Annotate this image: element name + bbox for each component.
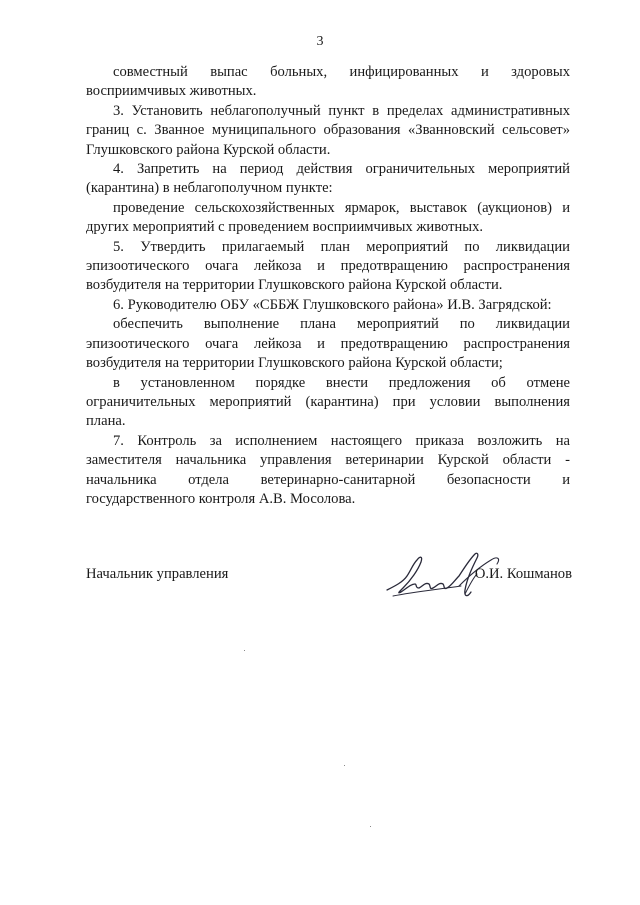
- page-number: 3: [316, 34, 324, 49]
- scan-speck: [244, 650, 245, 651]
- text-line: обеспечить выполнение плана мероприятий по ликвидации: [113, 316, 570, 333]
- signatory-name: О.И. Кошманов: [474, 566, 572, 582]
- paragraph-p7: [86, 432, 570, 510]
- text-line: совместный выпас больных, инфицированных и здоровых: [113, 64, 570, 80]
- paragraph-p4a: [86, 199, 570, 238]
- paragraph-p5: [86, 238, 570, 296]
- text-line: других мероприятий с проведением восприимчивых животных.: [86, 219, 484, 236]
- scan-speck: [344, 765, 345, 766]
- paragraph-p6: [86, 296, 570, 315]
- paragraph-p6b: [86, 374, 570, 432]
- signatory-title: Начальник управления: [86, 566, 229, 582]
- paragraph-p0: [86, 63, 570, 102]
- text-line: 6. Руководителю ОБУ «СББЖ Глушковского района» И.В. Загрядской:: [113, 296, 552, 313]
- text-line: возбудителя на территории Глушковского района Курской области;: [86, 355, 503, 372]
- text-line: 7. Контроль за исполнением настоящего приказа возложить на: [113, 432, 570, 449]
- text-line: 5. Утвердить прилагаемый план мероприятий по ликвидации: [113, 238, 570, 255]
- paragraph-p3: [86, 102, 570, 160]
- text-line: ограничительных мероприятий (карантина) при условии выполнения: [86, 393, 570, 410]
- text-line: проведение сельскохозяйственных ярмарок, выставок (аукционов) и: [113, 199, 570, 216]
- text-line: восприимчивых животных.: [86, 83, 257, 100]
- paragraph-p6a: [86, 315, 570, 373]
- text-line: Глушковского района Курской области.: [86, 141, 331, 158]
- text-line: (карантина) в неблагополучном пункте:: [86, 180, 333, 197]
- text-line: заместителя начальника управления ветеринарии Курской области -: [86, 452, 570, 469]
- text-line: 3. Установить неблагополучный пункт в пределах административных: [113, 102, 570, 119]
- scan-speck: [370, 826, 371, 827]
- text-line: эпизоотического очага лейкоза и предотвращению распространения: [86, 335, 570, 352]
- text-line: эпизоотического очага лейкоза и предотвращению распространения: [86, 258, 570, 275]
- signature-block: [86, 566, 572, 606]
- paragraph-p4: [86, 160, 570, 199]
- text-line: возбудителя на территории Глушковского района Курской области.: [86, 277, 503, 294]
- text-line: плана.: [86, 413, 126, 430]
- text-line: границ с. Званное муниципального образования «Званновский сельсовет»: [86, 122, 570, 139]
- text-line: начальника отдела ветеринарно-санитарной безопасности и: [86, 471, 570, 488]
- text-line: государственного контроля А.В. Мосолова.: [86, 490, 356, 507]
- text-line: 4. Запретить на период действия ограничительных мероприятий: [113, 161, 570, 178]
- document-body: [86, 63, 570, 509]
- text-line: в установленном порядке внести предложения об отмене: [113, 374, 570, 391]
